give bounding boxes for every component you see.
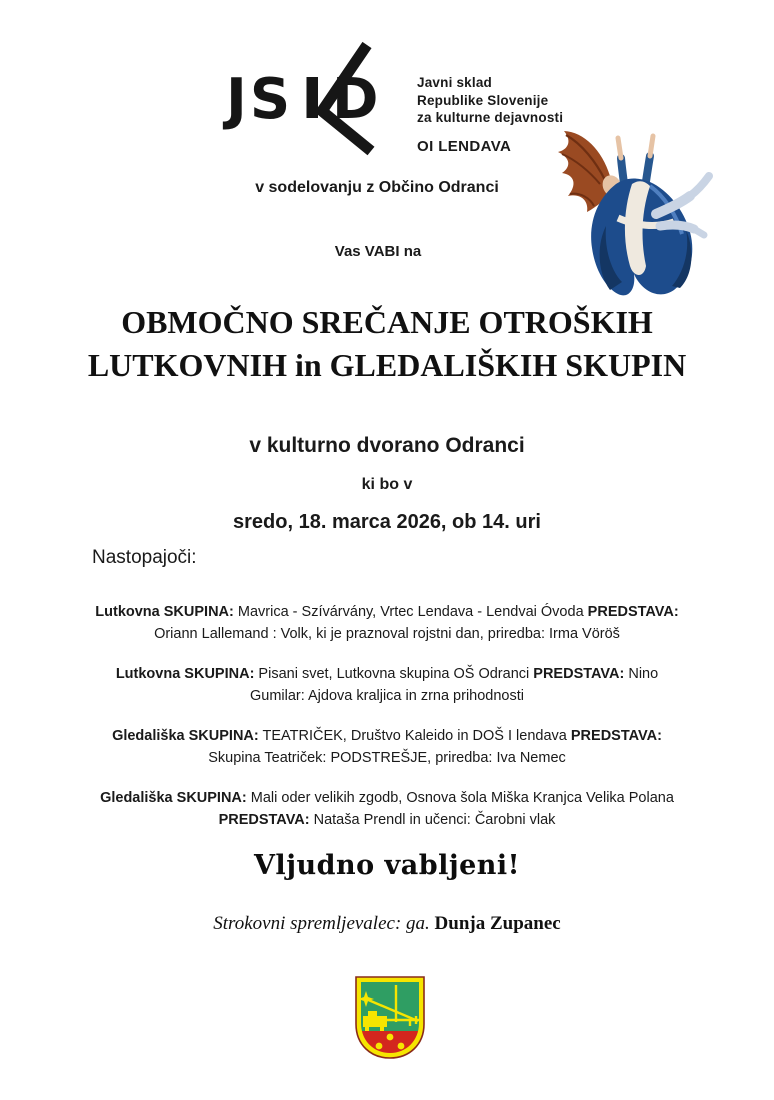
group-label: Lutkovna SKUPINA: bbox=[115, 666, 255, 682]
shield-dot bbox=[387, 1034, 394, 1041]
show-details: Nataša Prendl in učenci: Čarobni vlak bbox=[309, 812, 556, 828]
event-title bbox=[0, 301, 774, 387]
closing-invitation: Vljudno vabljeni! bbox=[253, 850, 521, 881]
event-title-line2: LUTKOVNIH in GLEDALIŠKIH SKUPIN bbox=[87, 347, 687, 383]
cooperation-line: v sodelovanju z Občino Odranci bbox=[255, 179, 499, 196]
group-label: Gledališka SKUPINA: bbox=[112, 728, 259, 744]
connector-line: ki bo v bbox=[361, 476, 413, 493]
group-names: Mali oder velikih zgodb, Osnova šola Miška Kranjca Velika Polana bbox=[246, 790, 674, 806]
group-names: Mavrica - Szívárvány, Vrtec Lendava - Lendvai Óvoda bbox=[233, 604, 588, 620]
show-details: Oriann Lallemand : Volk, ki je praznoval rojstni dan, priredba: Irma Vöröš bbox=[154, 626, 620, 642]
agency-line-1: Javni sklad bbox=[417, 75, 492, 90]
logo-letters-js: JS bbox=[226, 67, 294, 132]
event-title-line1: OBMOČNO SREČANJE OTROŠKIH bbox=[121, 304, 653, 340]
agency-name-block bbox=[417, 74, 563, 127]
show-details: Nino Gumilar: Ajdova kraljica in zrna prihodnosti bbox=[249, 666, 659, 704]
show-label: PREDSTAVA: bbox=[570, 728, 662, 744]
group-label: Gledališka SKUPINA: bbox=[100, 790, 247, 806]
show-details: Skupina Teatriček: PODSTREŠJE, priredba: Iva Nemec bbox=[208, 750, 566, 766]
mentor-prefix: Strokovni spremljevalec: ga. bbox=[213, 913, 435, 934]
performance-entry bbox=[87, 601, 687, 645]
puppet-dress bbox=[591, 178, 692, 295]
puppet-legs bbox=[656, 176, 709, 235]
shield-cart-foot bbox=[380, 1027, 384, 1031]
mentor-name: Dunja Zupanec bbox=[434, 913, 561, 934]
performance-entry bbox=[87, 663, 687, 707]
performance-entry bbox=[87, 725, 687, 769]
invite-lead: Vas VABI na bbox=[334, 243, 422, 260]
shield-dot bbox=[398, 1043, 405, 1050]
datetime-line: sredo, 18. marca 2026, ob 14. uri bbox=[233, 511, 541, 533]
group-label: Lutkovna SKUPINA: bbox=[95, 604, 234, 620]
group-names: Pisani svet, Lutkovna skupina OŠ Odranci bbox=[254, 666, 534, 682]
mentor-line bbox=[0, 913, 774, 935]
branch-office: OI LENDAVA bbox=[417, 138, 512, 155]
shield-cart-foot bbox=[365, 1027, 369, 1031]
show-label: PREDSTAVA: bbox=[218, 812, 310, 828]
agency-line-3: za kulturne dejavnosti bbox=[417, 110, 564, 125]
odranci-coat-of-arms-icon bbox=[352, 974, 428, 1062]
performance-entry bbox=[87, 787, 687, 831]
jskd-logo-icon bbox=[220, 40, 405, 160]
group-names: TEATRIČEK, Društvo Kaleido in DOŠ I lendava bbox=[258, 728, 571, 744]
show-label: PREDSTAVA: bbox=[533, 666, 625, 682]
performers-list bbox=[87, 601, 687, 849]
performers-label: Nastopajoči: bbox=[92, 547, 197, 568]
agency-line-2: Republike Slovenije bbox=[417, 92, 549, 108]
show-label: PREDSTAVA: bbox=[587, 604, 679, 620]
venue-line: v kulturno dvorano Odranci bbox=[249, 434, 525, 457]
shield-dot bbox=[376, 1043, 383, 1050]
logo-letter-d: D bbox=[332, 67, 379, 132]
falling-puppet-image bbox=[552, 122, 724, 304]
